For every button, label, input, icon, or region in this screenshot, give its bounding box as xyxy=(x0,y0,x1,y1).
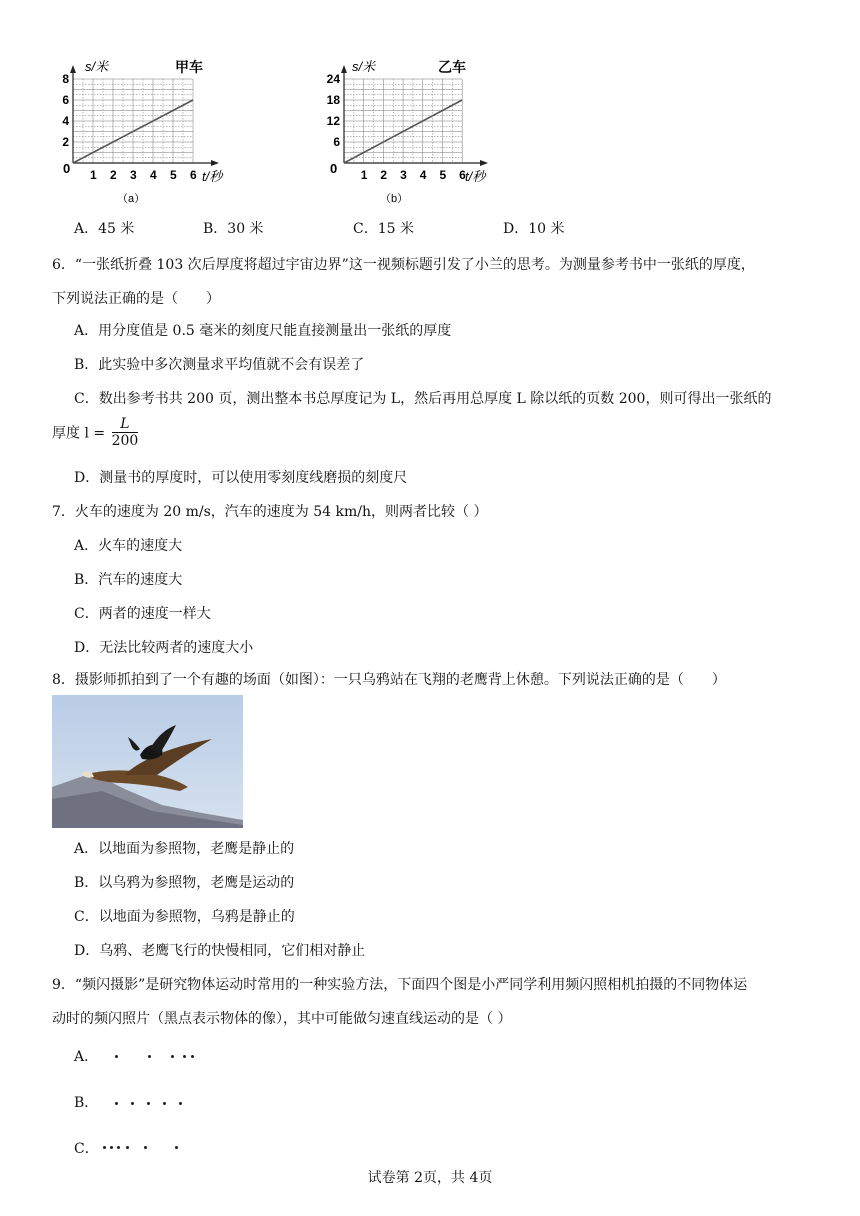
flash-dot xyxy=(179,1102,182,1105)
q8-option-d: D．乌鸦、老鹰飞行的快慢相同，它们相对静止 xyxy=(74,943,366,959)
flash-dot xyxy=(175,1146,178,1149)
flash-dot xyxy=(103,1146,106,1149)
q6-option-c-line-2 xyxy=(52,416,138,449)
flash-dot xyxy=(163,1102,166,1105)
q9-option-c: C． xyxy=(74,1141,99,1157)
flash-dot xyxy=(144,1146,147,1149)
flash-dot xyxy=(131,1102,134,1105)
x-tick-label: 3 xyxy=(130,168,137,182)
x-tick-label: 1 xyxy=(360,168,368,182)
q5-option-c: C．15 米 xyxy=(353,221,414,237)
chart-a-ticks xyxy=(62,72,197,182)
q6-formula-fraction xyxy=(112,416,139,449)
chart-b xyxy=(318,55,498,210)
y-tick-label: 6 xyxy=(62,93,69,107)
flash-dot xyxy=(148,1055,151,1058)
x-tick-label: 5 xyxy=(439,168,447,182)
flash-dot xyxy=(183,1055,186,1058)
x-tick-label: 5 xyxy=(170,168,177,182)
eagle-crow-photo xyxy=(52,695,243,828)
y-tick-label: 2 xyxy=(62,135,69,149)
q6-option-c-line-1: C．数出参考书共 200 页，测出整本书总厚度记为 L，然后再用总厚度 L 除以纸的页数 200，则可得出一张纸的 xyxy=(74,391,772,407)
flash-dot xyxy=(117,1146,120,1149)
q8-option-b: B．以乌鸦为参照物，老鹰是运动的 xyxy=(74,875,295,891)
q7-option-b: B．汽车的速度大 xyxy=(74,572,183,588)
q9-option-a: A． xyxy=(74,1049,99,1065)
x-axis-arrow xyxy=(211,160,219,166)
chart-a-title: 甲车 xyxy=(175,59,203,75)
flash-dot xyxy=(115,1102,118,1105)
q8-option-c: C．以地面为参照物，乌鸦是静止的 xyxy=(74,909,295,925)
flash-dot xyxy=(171,1055,174,1058)
chart-b-origin: 0 xyxy=(330,161,338,176)
y-tick-label: 12 xyxy=(326,114,340,128)
chart-b-ticks xyxy=(327,72,467,182)
chart-a-ylabel: s/米 xyxy=(85,59,109,74)
x-tick-label: 1 xyxy=(90,168,97,182)
q9-stem-line-2: 动时的频闪照片（黑点表示物体的像），其中可能做匀速直线运动的是（ ） xyxy=(52,1011,512,1027)
y-tick-label: 24 xyxy=(326,72,340,86)
q9-option-b: B． xyxy=(74,1095,99,1111)
q8-stem: 8．摄影师抓拍到了一个有趣的场面（如图）：一只乌鸦站在飞翔的老鹰背上休憩。下列说法正确的是（ ） xyxy=(52,672,726,688)
flash-dot xyxy=(110,1146,113,1149)
q6-option-d: D．测量书的厚度时，可以使用零刻度线磨损的刻度尺 xyxy=(74,470,408,486)
q6-formula-denominator: 200 xyxy=(111,433,139,449)
y-tick-label: 18 xyxy=(326,93,340,107)
q8-option-a: A．以地面为参照物，老鹰是静止的 xyxy=(74,841,295,857)
chart-b-grid xyxy=(344,79,462,163)
x-tick-label: 3 xyxy=(400,168,407,182)
q5-option-b: B．30 米 xyxy=(203,221,264,237)
chart-a-grid xyxy=(73,79,193,163)
q5-option-a: A．45 米 xyxy=(74,221,135,237)
q7-option-c: C．两者的速度一样大 xyxy=(74,606,211,622)
q6-option-a: A．用分度值是 0.5 毫米的刻度尺能直接测量出一张纸的厚度 xyxy=(74,323,452,339)
y-tick-label: 6 xyxy=(333,135,340,149)
q6-stem-line-1: 6．“一张纸折叠 103 次后厚度将超过宇宙边界”这一视频标题引发了小兰的思考。为测量参考书中一张纸的厚度， xyxy=(52,257,755,273)
x-tick-label: 6 xyxy=(190,168,197,182)
chart-a-xlabel: t/秒 xyxy=(202,169,223,184)
q7-option-a: A．火车的速度大 xyxy=(74,538,183,554)
chart-a-caption: （a） xyxy=(117,193,146,205)
chart-b-caption: （b） xyxy=(380,193,409,205)
q6-stem-line-2: 下列说法正确的是（ ） xyxy=(52,291,220,307)
q6-formula-numerator: L xyxy=(112,416,139,433)
chart-b-title: 乙车 xyxy=(438,59,466,75)
y-tick-label: 4 xyxy=(62,114,69,128)
q7-option-d: D．无法比较两者的速度大小 xyxy=(74,640,254,656)
x-tick-label: 4 xyxy=(419,168,427,182)
flash-dot xyxy=(126,1146,129,1149)
y-tick-label: 8 xyxy=(62,72,69,86)
q7-stem: 7．火车的速度为 20 m/s，汽车的速度为 54 km/h，则两者比较（ ） xyxy=(52,504,488,520)
flash-dot xyxy=(191,1055,194,1058)
x-tick-label: 2 xyxy=(380,168,388,182)
y-axis-arrow xyxy=(341,65,347,73)
chart-b-xlabel: t/秒 xyxy=(465,169,486,184)
q9-stem-line-1: 9．“频闪摄影”是研究物体运动时常用的一种实验方法，下面四个图是小严同学利用频闪照相机拍摄的不同物体运 xyxy=(52,977,748,993)
y-axis-arrow xyxy=(70,65,76,73)
x-tick-label: 4 xyxy=(150,168,157,182)
x-axis-arrow xyxy=(480,160,488,166)
flash-dot xyxy=(147,1102,150,1105)
page-footer: 试卷第 2页，共 4页 xyxy=(367,1170,493,1186)
chart-b-ylabel: s/米 xyxy=(352,59,376,74)
x-tick-label: 2 xyxy=(110,168,117,182)
x-tick-label: 6 xyxy=(459,168,466,182)
chart-a-origin: 0 xyxy=(63,161,71,176)
flash-dot xyxy=(115,1055,118,1058)
chart-a xyxy=(55,55,235,210)
q5-option-d: D．10 米 xyxy=(503,221,565,237)
q6-option-b: B．此实验中多次测量求平均值就不会有误差了 xyxy=(74,357,365,373)
q6-formula-prefix: 厚度 l = xyxy=(52,425,106,442)
